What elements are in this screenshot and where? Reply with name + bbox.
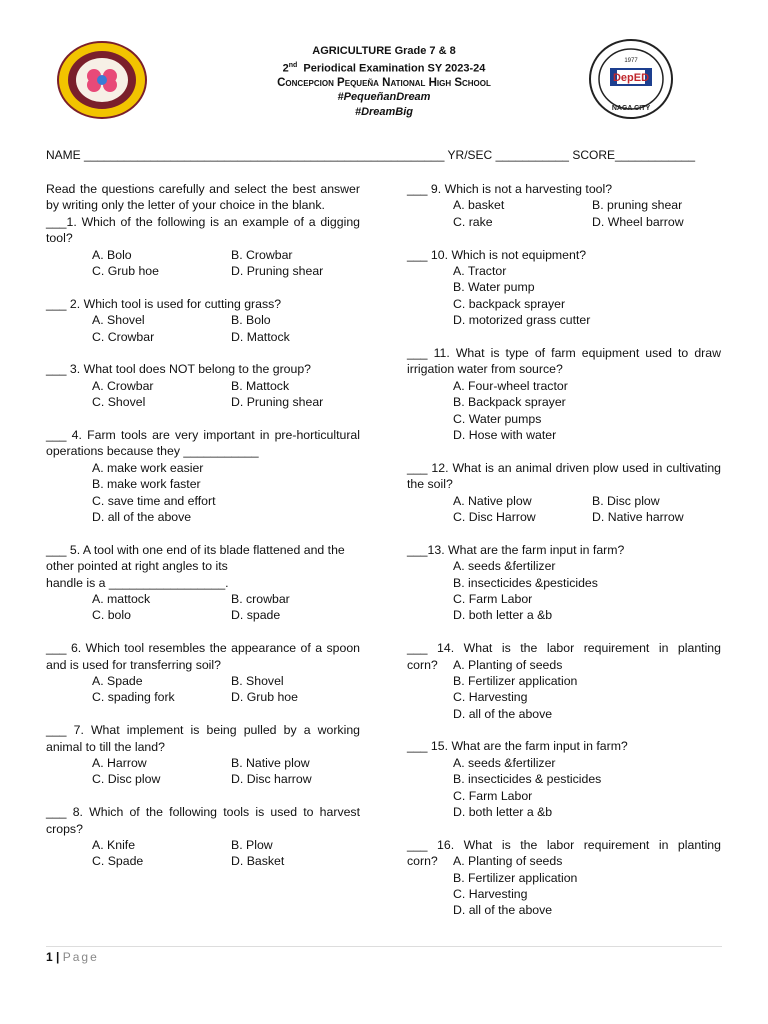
- option: C. save time and effort: [92, 493, 216, 508]
- option: D. all of the above: [92, 510, 192, 525]
- deped-brand-text: DepED: [612, 72, 650, 84]
- option: B. Native plow: [231, 756, 310, 771]
- option: A. Planting of seeds: [453, 854, 563, 869]
- question-16: [407, 837, 721, 919]
- option: C. Disc Harrow: [453, 509, 536, 524]
- exam-header: [0, 44, 768, 119]
- question-15: [407, 738, 721, 820]
- footer-divider: [46, 946, 722, 947]
- seal-year-text: 1977: [624, 58, 638, 64]
- seal-city-text: NAGA CITY: [611, 105, 651, 112]
- option: C. Disc plow: [92, 772, 161, 787]
- option: C. Spade: [92, 854, 144, 869]
- option: C. Shovel: [92, 395, 146, 410]
- option: D. both letter a &b: [453, 608, 553, 623]
- option: C. backpack sprayer: [453, 296, 566, 311]
- option: D. Mattock: [231, 329, 290, 344]
- question-stem: ___ 9. Which is not a harvesting tool?: [407, 182, 613, 196]
- option: A. Bolo: [92, 247, 132, 262]
- option: B. make work faster: [92, 477, 201, 492]
- question-stem: ___ 10. Which is not equipment?: [407, 247, 587, 262]
- hashtag-dream: #PequeñanDream: [337, 91, 431, 104]
- option: C. Harvesting: [453, 690, 528, 705]
- question-13: [407, 542, 721, 624]
- option: A. mattock: [92, 592, 151, 607]
- option: B. insecticides &pesticides: [453, 575, 598, 590]
- right-question-column: [407, 181, 721, 935]
- student-info-bar: [46, 148, 726, 162]
- page-footer: [46, 950, 99, 964]
- yrsec-label: YR/SEC: [447, 148, 493, 162]
- question-stem: ___ 11. What is type of farm equipment used to draw irrigation water from source?: [407, 345, 721, 377]
- question-stem-continued: handle is a _________________.: [46, 575, 229, 590]
- option: A. seeds &fertilizer: [453, 755, 556, 770]
- option: B. Bolo: [231, 313, 271, 328]
- question-1: [46, 214, 360, 280]
- option: D. Grub hoe: [231, 690, 298, 705]
- option: B. crowbar: [231, 592, 290, 607]
- option: D. all of the above: [453, 706, 553, 721]
- option: D. Hose with water: [453, 427, 557, 442]
- school-name: Concepcion Pequeña National High School: [277, 76, 491, 89]
- question-5: [46, 542, 360, 624]
- option: A. Four-wheel tractor: [453, 378, 568, 393]
- question-stem-tail: corn?: [407, 657, 438, 672]
- option: C. Grub hoe: [92, 264, 159, 279]
- question-stem: ___ 12. What is an animal driven plow used in cultivating the soil?: [407, 460, 721, 492]
- option: C. spading fork: [92, 690, 175, 705]
- option: B. Mattock: [231, 378, 290, 393]
- subject-title: AGRICULTURE Grade 7 & 8: [312, 45, 456, 57]
- question-stem: ___13. What are the farm input in farm?: [407, 542, 625, 557]
- option: C. Crowbar: [92, 329, 155, 344]
- option: B. Shovel: [231, 674, 284, 689]
- option: A. make work easier: [92, 460, 204, 475]
- option: D. Native harrow: [592, 509, 684, 524]
- question-stem: ___ 7. What implement is being pulled by a working animal to till the land?: [46, 723, 360, 754]
- option: A. seeds &fertilizer: [453, 559, 556, 574]
- option: B. Fertilizer application: [453, 870, 578, 885]
- option: D. Basket: [231, 854, 285, 869]
- question-12: [407, 460, 721, 526]
- question-stem: ___ 14. What is the labor requirement in planting: [407, 641, 721, 656]
- question-stem: ___ 15. What are the farm input in farm?: [407, 739, 628, 754]
- question-14: [407, 640, 721, 722]
- yrsec-field[interactable]: ___________: [495, 148, 569, 162]
- exam-title: 2nd Periodical Examination SY 2023-24: [282, 61, 486, 75]
- page-number: 1: [46, 950, 53, 964]
- question-stem: ___ 2. Which tool is used for cutting grass?: [46, 296, 282, 311]
- option: C. bolo: [92, 608, 131, 623]
- hashtag-dreambig: #DreamBig: [354, 105, 414, 118]
- question-11: [407, 345, 721, 443]
- question-4: [46, 427, 360, 525]
- footer-separator: |: [56, 950, 60, 964]
- option: D. Pruning shear: [231, 395, 324, 410]
- option: A. Shovel: [92, 313, 145, 328]
- question-stem: ___ 5. A tool with one end of its blade flattened and the other pointed at right angles to its: [46, 542, 345, 574]
- instructions: Read the questions carefully and select the best answer by writing only the letter of your choice in the blank.: [46, 182, 360, 213]
- option: A. basket: [453, 198, 505, 213]
- option: D. Pruning shear: [231, 264, 324, 279]
- question-9: [407, 181, 721, 230]
- option: B. insecticides & pesticides: [453, 772, 602, 787]
- question-stem: ___ 6. Which tool resembles the appearance of a spoon and is used for transferring soil?: [46, 641, 360, 672]
- score-label: SCORE: [572, 148, 616, 162]
- option: B. Plow: [231, 838, 273, 853]
- question-3: [46, 361, 360, 410]
- option: D. Disc harrow: [231, 772, 312, 787]
- option: B. Disc plow: [592, 493, 660, 508]
- option: A. Tractor: [453, 264, 507, 279]
- option: A. Planting of seeds: [453, 657, 563, 672]
- question-10: [407, 247, 721, 329]
- option: A. Harrow: [92, 756, 147, 771]
- question-stem-tail: corn?: [407, 854, 438, 869]
- option: D. spade: [231, 608, 281, 623]
- question-7: [46, 722, 360, 788]
- option: A. Spade: [92, 674, 143, 689]
- option: D. both letter a &b: [453, 805, 553, 820]
- name-field[interactable]: ______________________________________________________: [84, 148, 445, 162]
- question-stem: ___ 3. What tool does NOT belong to the group?: [46, 362, 312, 377]
- option: D. Wheel barrow: [592, 214, 684, 229]
- question-2: [46, 296, 360, 345]
- option: B. Water pump: [453, 280, 535, 295]
- question-stem: ___ 8. Which of the following tools is used to harvest crops?: [46, 805, 360, 836]
- question-stem: ___ 16. What is the labor requirement in planting: [407, 837, 721, 852]
- option: C. Harvesting: [453, 887, 528, 902]
- option: B. Fertilizer application: [453, 673, 578, 688]
- option: A. Native plow: [453, 493, 532, 508]
- question-stem: ___1. Which of the following is an example of a digging tool?: [46, 214, 360, 246]
- option: D. all of the above: [453, 903, 553, 918]
- option: A. Knife: [92, 838, 136, 853]
- option: C. Farm Labor: [453, 788, 533, 803]
- option: C. Water pumps: [453, 411, 542, 426]
- option: B. Backpack sprayer: [453, 395, 566, 410]
- option: A. Crowbar: [92, 378, 154, 393]
- question-6: [46, 640, 360, 706]
- question-stem: ___ 4. Farm tools are very important in pre-horticultural operations because they ___________: [46, 428, 360, 459]
- left-question-column: [46, 181, 360, 886]
- name-label: NAME: [46, 148, 81, 162]
- option: C. Farm Labor: [453, 591, 533, 606]
- option: D. motorized grass cutter: [453, 313, 591, 328]
- question-8: [46, 804, 360, 870]
- page-label: Page: [62, 950, 99, 964]
- option: B. Crowbar: [231, 247, 293, 262]
- score-field[interactable]: ____________: [615, 148, 696, 162]
- option: B. pruning shear: [592, 198, 683, 213]
- option: C. rake: [453, 214, 493, 229]
